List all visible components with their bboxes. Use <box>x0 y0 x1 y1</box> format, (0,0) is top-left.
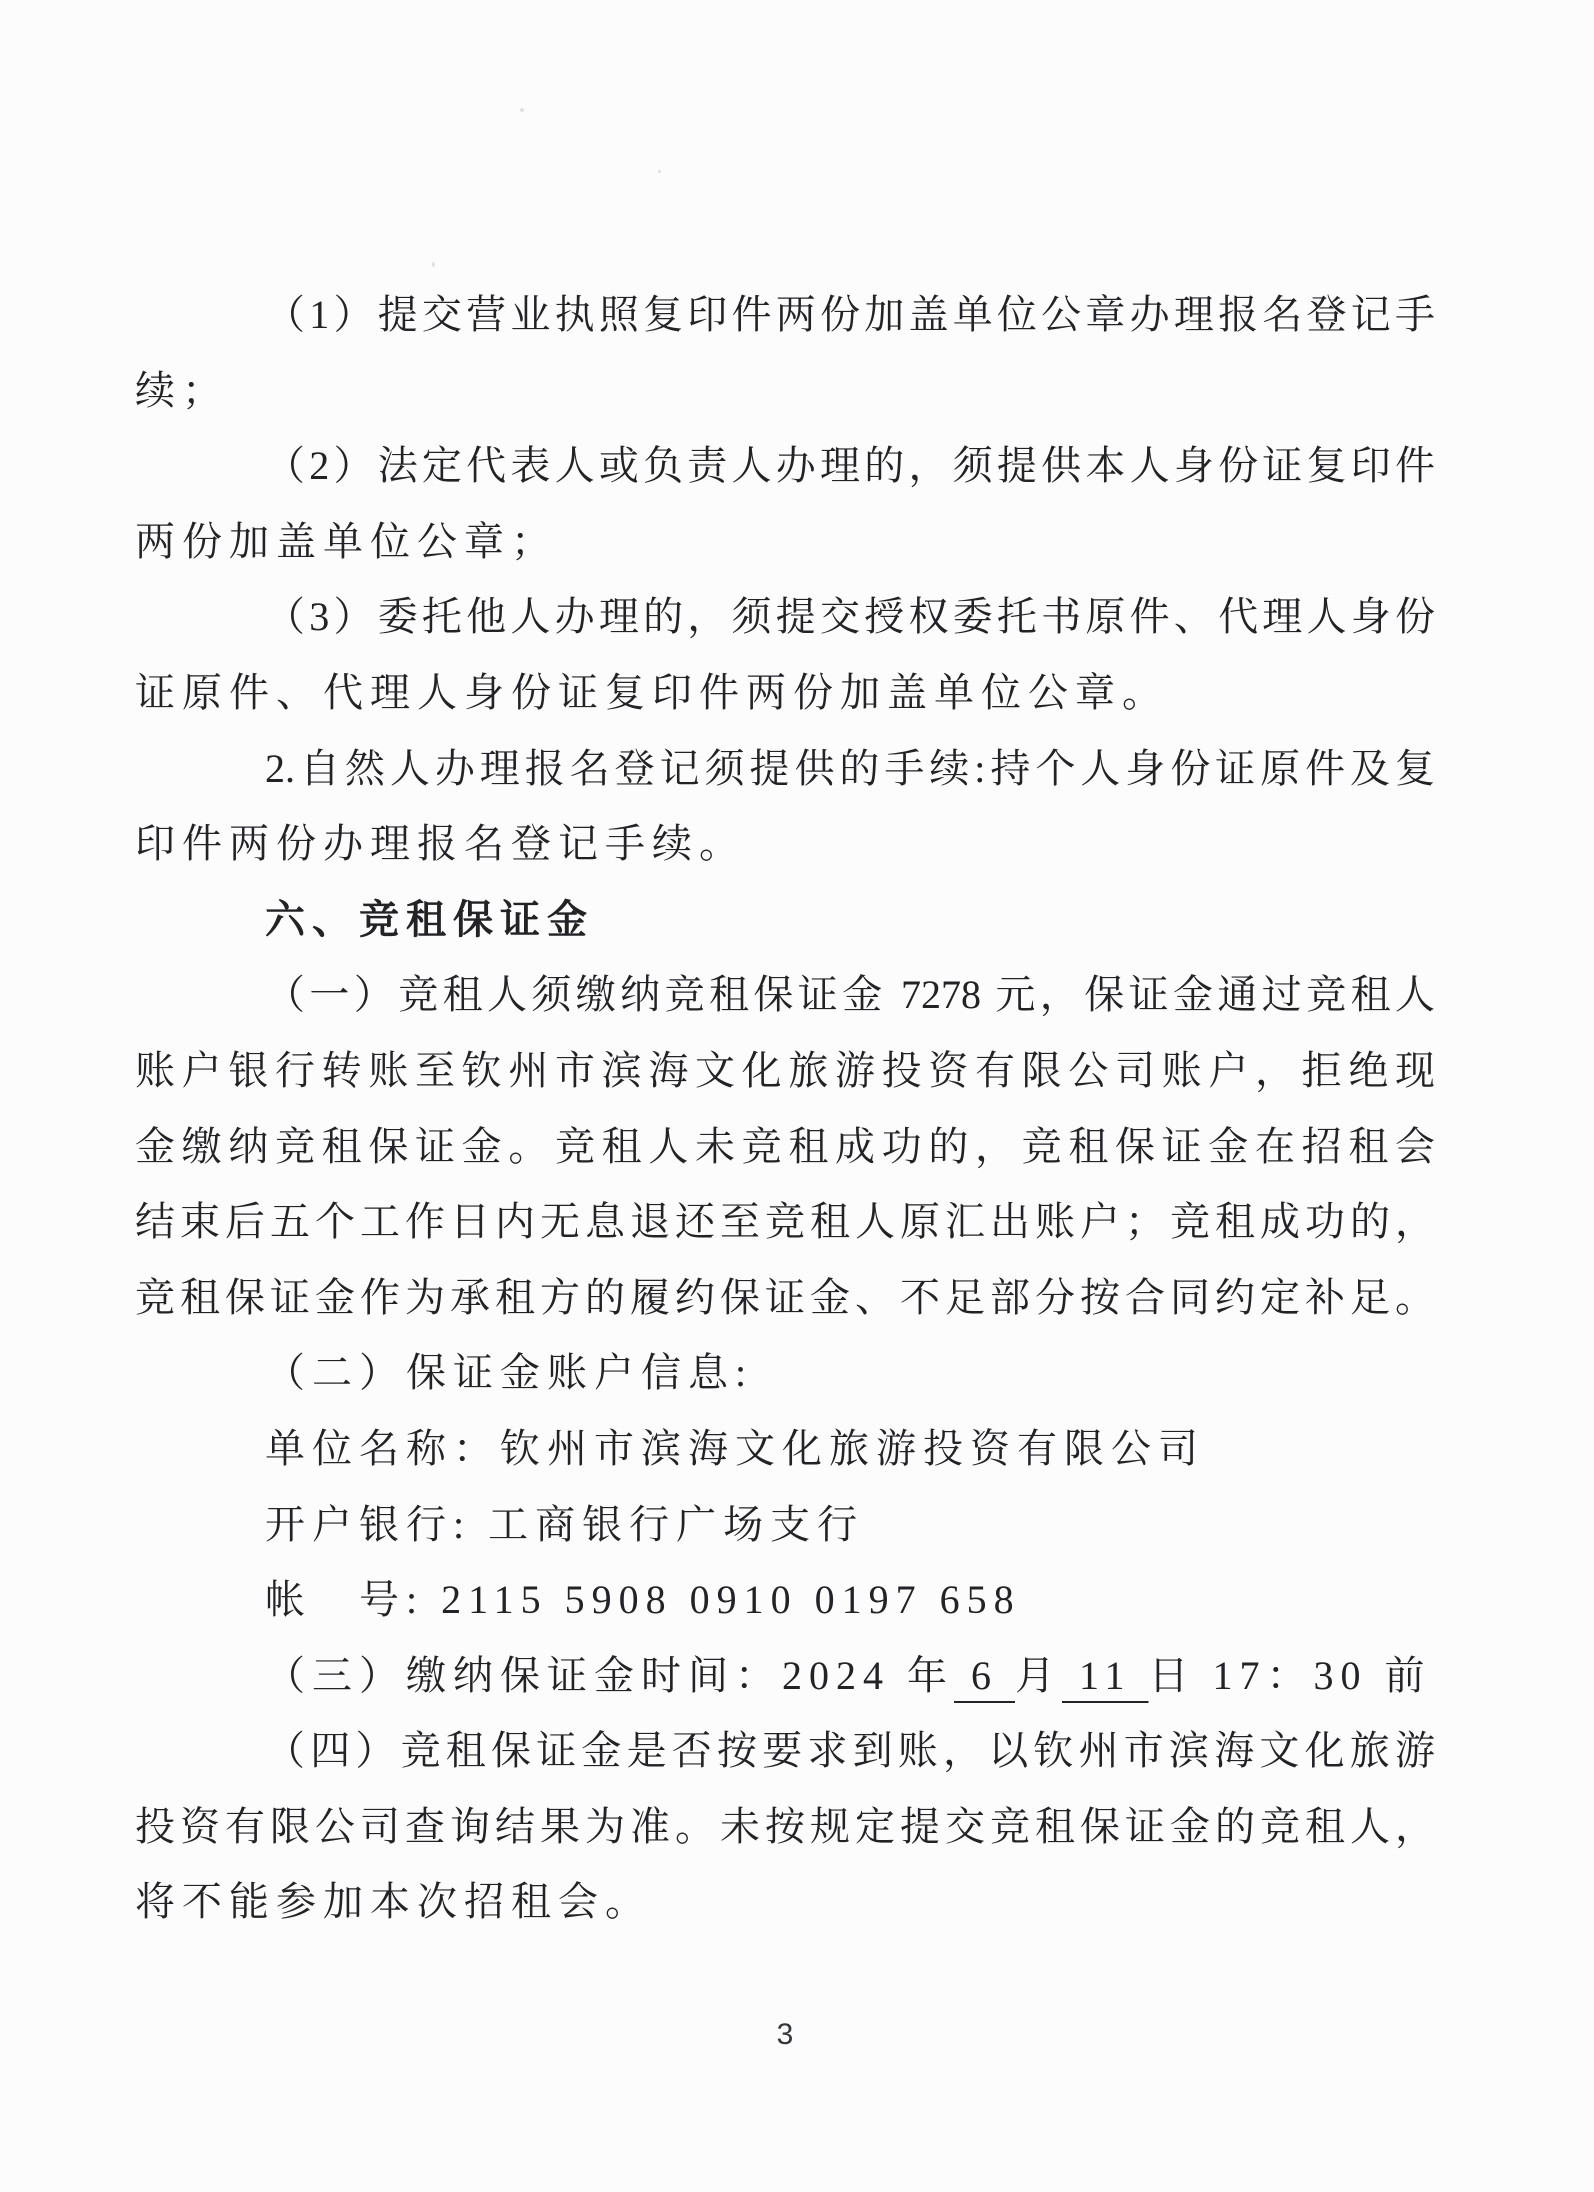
underlined-fill-in: 11 <box>1062 1652 1149 1698</box>
text-line: （2）法定代表人或负责人办理的，须提供本人身份证复印件 <box>265 443 1435 489</box>
text-line: （3）委托他人办理的，须提交授权委托书原件、代理人身份 <box>265 594 1435 640</box>
text-line: （二）保证金账户信息: <box>265 1350 754 1396</box>
document-body <box>135 277 1435 1940</box>
text-line: （一）竞租人须缴纳竞租保证金 7278 元，保证金通过竞租人 <box>265 972 1435 1018</box>
text-line: 两份加盖单位公章； <box>135 518 558 564</box>
text-line: 将不能参加本次招租会。 <box>135 1879 652 1925</box>
text-segment: 日 17：30 前 <box>1148 1652 1432 1698</box>
section-heading: 六、竞租保证金 <box>265 896 594 942</box>
text-line: （四）竞租保证金是否按要求到账，以钦州市滨海文化旅游 <box>265 1728 1435 1774</box>
text-line: 2.自然人办理报名登记须提供的手续:持个人身份证原件及复 <box>265 745 1435 791</box>
text-line: 投资有限公司查询结果为准。未按规定提交竞租保证金的竞租人， <box>135 1803 1435 1849</box>
text-line: 结束后五个工作日内无息退还至竞租人原汇出账户；竞租成功的， <box>135 1199 1435 1245</box>
text-line: 帐 号: 2115 5908 0910 0197 658 <box>265 1577 1021 1623</box>
text-line: 印件两份办理报名登记手续。 <box>135 821 746 867</box>
text-line: 开户银行: 工商银行广场支行 <box>265 1501 865 1547</box>
underlined-fill-in: 6 <box>954 1652 1015 1698</box>
text-segment: 月 <box>1015 1652 1062 1698</box>
scan-speck <box>658 170 661 173</box>
text-line: 竞租保证金作为承租方的履约保证金、不足部分按合同约定补足。 <box>135 1274 1435 1320</box>
text-line: （1）提交营业执照复印件两份加盖单位公章办理报名登记手 <box>265 292 1435 337</box>
text-line: 证原件、代理人身份证复印件两份加盖单位公章。 <box>135 669 1169 715</box>
text-line: 金缴纳竞租保证金。竞租人未竞租成功的，竞租保证金在招租会 <box>135 1123 1435 1169</box>
text-line: 单位名称：钦州市滨海文化旅游投资有限公司 <box>265 1425 1205 1471</box>
text-line <box>135 1638 1435 1714</box>
text-segment: （三）缴纳保证金时间：2024 年 <box>265 1652 954 1698</box>
scan-speck <box>520 108 524 112</box>
text-line: 续； <box>135 367 229 413</box>
text-line: 账户银行转账至钦州市滨海文化旅游投资有限公司账户，拒绝现 <box>135 1047 1435 1093</box>
scan-speck <box>432 262 435 267</box>
page-number: 3 <box>776 2018 794 2051</box>
